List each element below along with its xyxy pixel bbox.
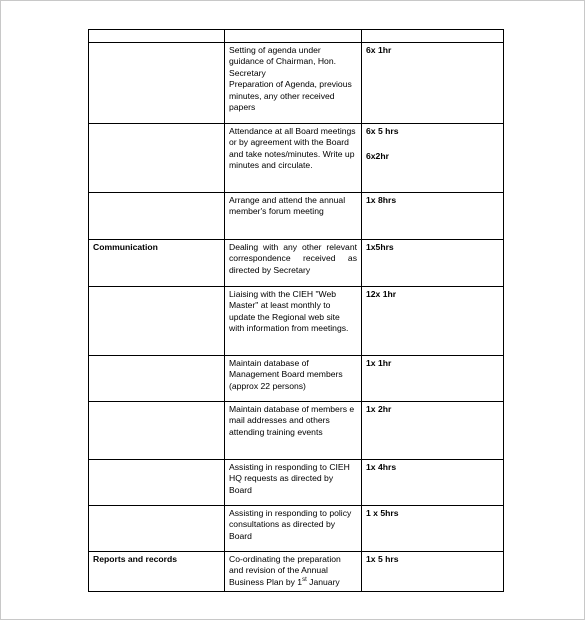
task-text: Co-ordinating the preparation and revision of the Annual Business Plan by 1 [229, 554, 341, 587]
time-cell: 1x 1hr [362, 356, 504, 402]
duties-table [88, 29, 504, 592]
area-cell [89, 193, 225, 240]
area-cell-communication: Communication [89, 240, 225, 287]
table-row [89, 193, 504, 240]
table-row [89, 124, 504, 193]
table-row [89, 30, 504, 43]
table-row [89, 43, 504, 124]
task-cell [225, 30, 362, 43]
table-row [89, 240, 504, 287]
time-value-secondary: 6x2hr [366, 151, 389, 162]
time-cell [362, 30, 504, 43]
task-text-end: January [306, 576, 340, 587]
area-cell [89, 506, 225, 552]
task-cell: Assisting in responding to CIEH HQ requests as directed by Board [225, 460, 362, 506]
task-cell: Dealing with any other relevant correspondence received as directed by Secretary [225, 240, 362, 287]
time-cell: 1 x 5hrs [362, 506, 504, 552]
ordinal-suffix: st [302, 576, 307, 583]
table-row [89, 287, 504, 356]
table-row [89, 356, 504, 402]
table-row [89, 552, 504, 592]
table-row [89, 460, 504, 506]
area-cell [89, 30, 225, 43]
table-row [89, 506, 504, 552]
time-cell [362, 124, 504, 193]
area-cell [89, 460, 225, 506]
task-cell: Liaising with the CIEH "Web Master" at least monthly to update the Regional web site with information from meetings. [225, 287, 362, 356]
time-cell: 1x 8hrs [362, 193, 504, 240]
task-cell [225, 552, 362, 592]
time-cell: 1x 2hr [362, 402, 504, 460]
table-row [89, 402, 504, 460]
area-cell [89, 287, 225, 356]
task-cell: Setting of agenda under guidance of Chairman, Hon. Secretary Preparation of Agenda, previous minutes, any other received papers [225, 43, 362, 124]
task-cell: Maintain database of members e mail addresses and others attending training events [225, 402, 362, 460]
time-cell: 1x 5 hrs [362, 552, 504, 592]
time-cell: 6x 1hr [362, 43, 504, 124]
area-cell [89, 402, 225, 460]
area-cell [89, 43, 225, 124]
area-cell-reports-and-records: Reports and records [89, 552, 225, 592]
time-cell: 1x 4hrs [362, 460, 504, 506]
time-value: 6x 5 hrs [366, 126, 399, 136]
area-cell [89, 356, 225, 402]
task-cell: Arrange and attend the annual member's forum meeting [225, 193, 362, 240]
time-cell: 12x 1hr [362, 287, 504, 356]
task-cell: Attendance at all Board meetings or by agreement with the Board and take notes/minutes. Write up minutes and circulate. [225, 124, 362, 193]
area-cell [89, 124, 225, 193]
task-cell: Assisting in responding to policy consultations as directed by Board [225, 506, 362, 552]
time-cell: 1x5hrs [362, 240, 504, 287]
task-cell: Maintain database of Management Board members (approx 22 persons) [225, 356, 362, 402]
